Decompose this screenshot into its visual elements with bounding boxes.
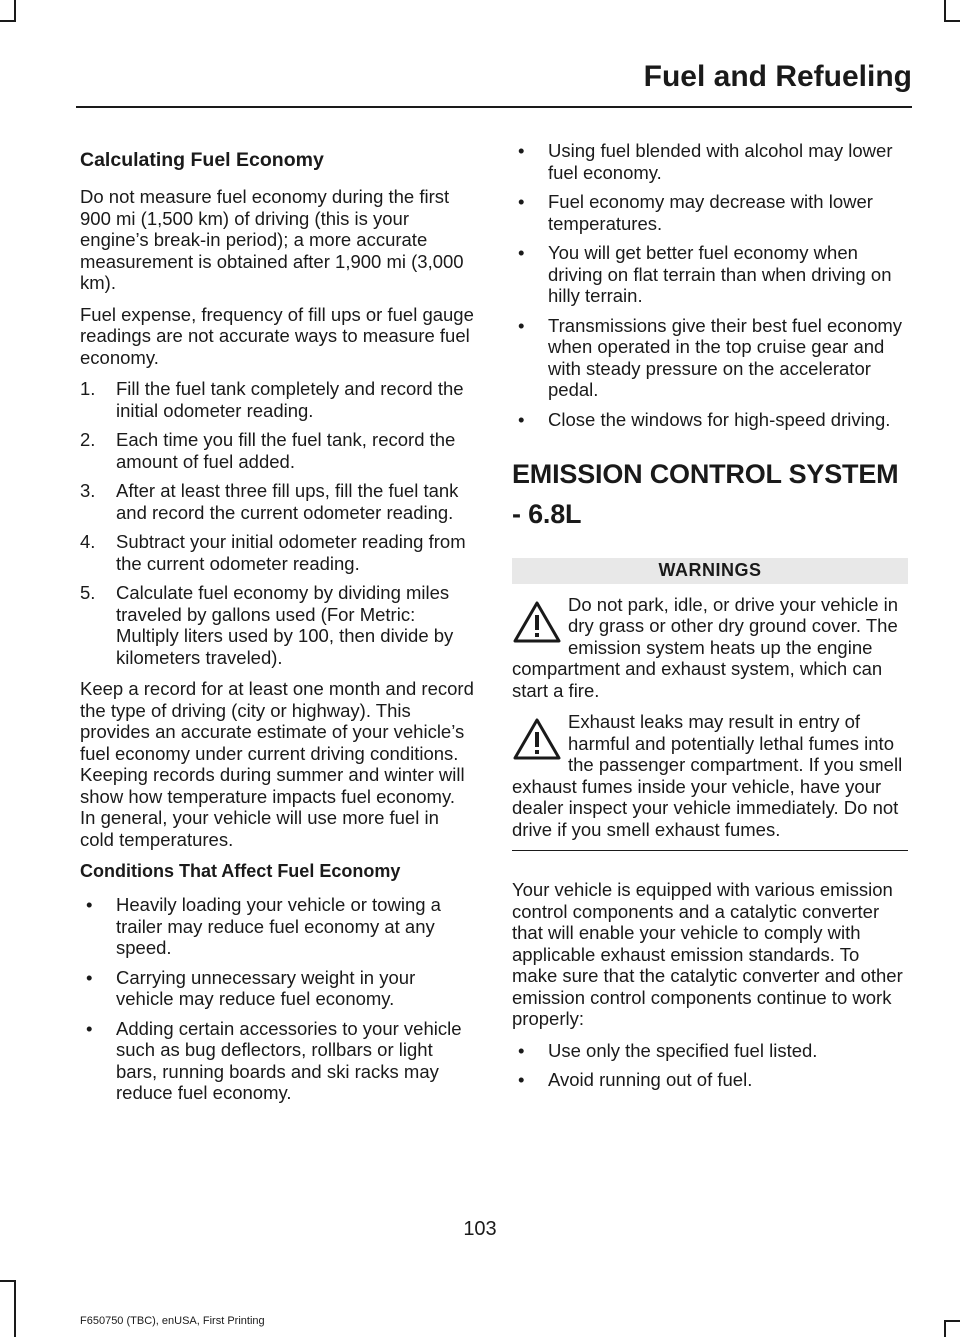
step-number: 2.	[80, 429, 96, 450]
footer-text: F650750 (TBC), enUSA, First Printing	[80, 1315, 265, 1327]
list-item	[80, 1018, 475, 1104]
crop-mark	[0, 1280, 16, 1282]
warning-text: Exhaust leaks may result in entry of harmful and potentially lethal fumes into the passenger compartment. If you smell exhaust fumes inside your vehicle, have your dealer inspect your vehicle immediately. Do not drive if you smell exhaust fumes.	[512, 711, 903, 840]
bullet-list	[80, 894, 475, 1104]
crop-mark	[14, 1280, 16, 1337]
list-item	[512, 140, 908, 183]
section-title: EMISSION CONTROL SYSTEM - 6.8L	[512, 459, 899, 529]
left-column	[80, 140, 475, 1114]
bullet-text: Fuel economy may decrease with lower temperatures.	[548, 191, 873, 234]
crop-mark	[14, 0, 16, 20]
bullet-text: Use only the specified fuel listed.	[548, 1039, 818, 1061]
warning-triangle-icon	[512, 600, 562, 644]
warnings-banner: WARNINGS	[512, 558, 908, 584]
bullet-mark: •	[86, 894, 93, 915]
crop-mark	[944, 0, 946, 20]
bullet-list	[512, 140, 908, 430]
list-item	[512, 409, 908, 431]
bullet-mark: •	[86, 966, 93, 988]
list-item	[512, 242, 908, 307]
step-text: Calculate fuel economy by dividing miles traveled by gallons used (For Metric: Multiply liters used by 100, then divide by kilometers traveled).	[116, 582, 454, 668]
list-item	[80, 378, 475, 421]
crop-mark	[944, 1320, 946, 1337]
paragraph: Do not measure fuel economy during the first 900 mi (1,500 km) of driving (this is your engine’s break-in period); a more accurate measurement is obtained after 1,900 mi (3,000 km).	[80, 186, 464, 293]
bullet-mark: •	[518, 191, 525, 212]
bullet-text: Carrying unnecessary weight in your vehicle may reduce fuel economy.	[116, 966, 416, 1009]
bullet-mark: •	[518, 314, 525, 336]
list-item	[512, 191, 908, 234]
step-text: Fill the fuel tank completely and record the initial odometer reading.	[116, 378, 464, 421]
paragraph: Fuel expense, frequency of fill ups or fuel gauge readings are not accurate ways to measure fuel economy.	[80, 303, 474, 368]
bullet-text: Transmissions give their best fuel economy when operated in the top cruise gear and with steady pressure on the accelerator pedal.	[548, 314, 903, 400]
warning-block	[512, 594, 908, 702]
paragraph: Your vehicle is equipped with various emission control components and a catalytic converter that will enable your vehicle to comply with applicable exhaust emission standards. To make sure that the catalytic converter and other emission control components continue to work properly:	[512, 879, 903, 1029]
step-number: 1.	[80, 378, 96, 399]
step-number: 4.	[80, 531, 96, 552]
bullet-mark: •	[86, 1017, 93, 1039]
section-heading: Calculating Fuel Economy	[80, 149, 324, 171]
bullet-text: Close the windows for high-speed driving.	[548, 408, 891, 430]
list-item	[80, 894, 475, 959]
subsection-heading: Conditions That Affect Fuel Economy	[80, 861, 401, 881]
page-number: 103	[463, 1218, 497, 1240]
bullet-mark: •	[518, 408, 525, 430]
warning-end-rule	[512, 850, 908, 851]
bullet-mark: •	[518, 1069, 525, 1090]
warning-block	[512, 711, 908, 840]
right-column	[512, 140, 908, 1101]
bullet-list	[512, 1040, 908, 1091]
page-header-title: Fuel and Refueling	[643, 60, 912, 93]
bullet-text: Heavily loading your vehicle or towing a trailer may reduce fuel economy at any speed.	[116, 894, 441, 958]
list-item	[512, 315, 908, 401]
list-item	[80, 967, 475, 1010]
paragraph: Keep a record for at least one month and record the type of driving (city or highway). This provides an accurate estimate of your vehicle’s fuel economy under current driving conditions. Keeping records during summer and winter will show how temperature impacts fuel economy. In general, your vehicle will use more fuel in cold temperatures.	[80, 678, 474, 850]
step-text: Each time you fill the fuel tank, record the amount of fuel added.	[116, 429, 456, 472]
step-number: 5.	[80, 582, 96, 603]
bullet-mark: •	[518, 140, 525, 161]
bullet-mark: •	[518, 1039, 525, 1061]
bullet-mark: •	[518, 242, 525, 263]
warning-triangle-icon	[512, 717, 562, 761]
bullet-text: Using fuel blended with alcohol may lower fuel economy.	[548, 140, 893, 183]
bullet-text: Adding certain accessories to your vehicle such as bug deflectors, rollbars or light bars, running boards and ski racks may reduce fuel economy.	[116, 1017, 462, 1103]
header-rule	[76, 106, 912, 108]
crop-mark	[944, 20, 960, 22]
crop-mark	[944, 1320, 960, 1322]
bullet-text: Avoid running out of fuel.	[548, 1069, 753, 1090]
bullet-text: You will get better fuel economy when driving on flat terrain than when driving on hilly terrain.	[548, 242, 892, 306]
step-number: 3.	[80, 480, 96, 501]
crop-mark	[0, 20, 16, 22]
warning-text: Do not park, idle, or drive your vehicle in dry grass or other dry ground cover. The emission system heats up the engine compartment and exhaust system, which can start a fire.	[512, 593, 899, 701]
list-item	[80, 582, 475, 668]
list-item	[512, 1069, 908, 1091]
list-item	[512, 1040, 908, 1062]
numbered-steps	[80, 378, 475, 668]
list-item	[80, 531, 475, 574]
list-item	[80, 480, 475, 523]
list-item	[80, 429, 475, 472]
step-text: After at least three fill ups, fill the fuel tank and record the current odometer reading.	[116, 480, 459, 523]
step-text: Subtract your initial odometer reading from the current odometer reading.	[116, 531, 466, 574]
